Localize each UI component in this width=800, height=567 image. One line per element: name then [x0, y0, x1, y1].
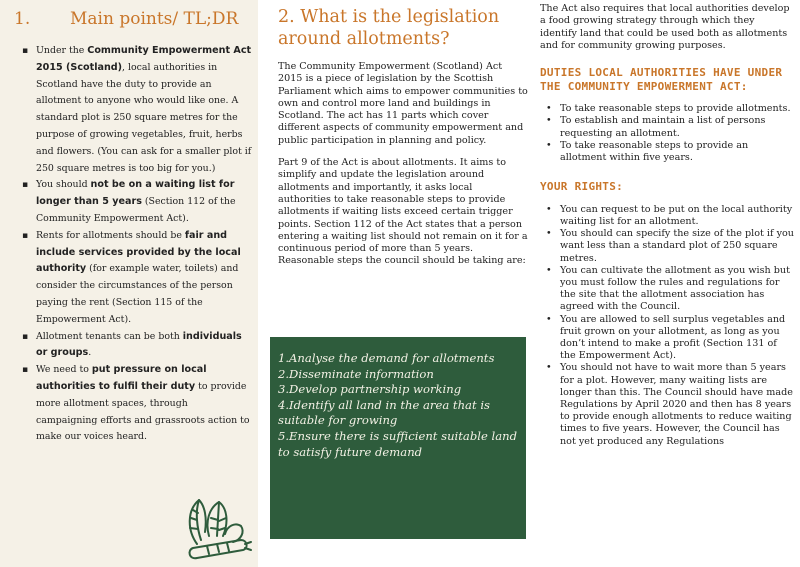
step-item: 5.Ensure there is sufficient suitable land to satisfy future demand [278, 428, 518, 459]
legislation-paragraph-1: The Community Empowerment (Scotland) Act 2015 is a piece of legislation by the Scottish Parliament which aims to empower communities to own and control more land and buildings in Scotland. The act has 11 parts which cover different aspects of community empowerment and public participation in planning and policy. [278, 61, 528, 146]
food-strategy-paragraph: The Act also requires that local authorities develop a food growing strategy through which they identify land that could be used both as allotments and for community growing purposes. [540, 3, 790, 51]
step-item: 4.Identify all land in the area that is suitable for growing [278, 397, 490, 428]
list-item: • To take reasonable steps to provide an allotment within five years. [546, 140, 794, 164]
legislation-column [268, 0, 530, 567]
list-item: ▪ You should not be on a waiting list for longer than 5 years (Section 112 of the Community Empowerment Act). [22, 177, 252, 227]
list-item: • You can cultivate the allotment as you wish but you must follow the rules and regulations for the site that the allotment association has agreed with the Council. [546, 265, 794, 314]
section1-heading [14, 9, 258, 29]
list-item: ▪ Rents for allotments should be fair and include services provided by the local authority (for example water, toilets) and consider the circumstances of the person paying the rent (Section 115 of the Empowerment Act). [22, 228, 252, 329]
duties-list [540, 103, 794, 164]
list-item: ▪ We need to put pressure on local authorities to fulfil their duty to provide more allotment spaces, through campaigning efforts and grassroots action to make our voices heard. [22, 362, 252, 446]
section1-number: 1. [14, 9, 31, 29]
step-item: 3.Develop partnership working [278, 382, 462, 397]
list-item: • To establish and maintain a list of persons requesting an allotment. [546, 115, 794, 139]
main-points-list [0, 43, 258, 446]
duties-heading: DUTIES LOCAL AUTHORITIES HAVE UNDER THE COMMUNITY EMPOWERMENT ACT: [540, 66, 783, 93]
legislation-paragraph-2: Part 9 of the Act is about allotments. It aims to simplify and update the legislation around allotments and importantly, it asks local authorities to take reasonable steps to provide allotments if waiting lists exceed certain trigger points. Section 112 of the Act states that a person entering a waiting list should not remain on it for a continuous period of more than 5 years. Reasonable steps the council should be taking are: [278, 157, 528, 267]
rights-heading: YOUR RIGHTS: [540, 180, 624, 194]
list-item: • You should can specify the size of the plot if you want less than a standard plot of 250 square metres. [546, 228, 794, 265]
list-item: • You can request to be put on the local authority waiting list for an allotment. [546, 204, 794, 228]
list-item: ▪ Under the Community Empowerment Act 2015 (Scotland), local authorities in Scotland have the duty to provide an allotment to anyone who would like one. A standard plot is 250 square metres for the purpose of growing vegetables, fruit, herbs and flowers. (You can ask for a smaller plot if 250 square metres is too big for you.) [22, 43, 252, 177]
list-item: • To take reasonable steps to provide allotments. [546, 103, 794, 115]
list-item: • You are allowed to sell surplus vegetables and fruit grown on your allotment, as long as you don’t intend to make a profit (Section 131 of the Empowerment Act). [546, 314, 794, 363]
step-item: 1.Analyse the demand for allotments [278, 351, 495, 365]
main-points-column [0, 0, 258, 567]
reasonable-steps-box [270, 337, 526, 539]
section2-title: 2. What is the legislation around allotments? [278, 7, 500, 49]
step-item: 2.Disseminate information [278, 366, 434, 381]
list-item: ▪ Allotment tenants can be both individuals or groups. [22, 329, 252, 363]
duties-rights-column [540, 0, 794, 567]
list-item: • You should not have to wait more than 5 years for a plot. However, many waiting lists are longer than this. The Council should have made Regulations by April 2020 and then has 8 years to provide enough allotments to reduce waiting times to five years. However, the Council has not yet produced any Regulations [546, 362, 794, 447]
vegetables-icon [183, 488, 253, 564]
rights-list [540, 204, 794, 448]
section1-title: Main points/ TL;DR [70, 9, 239, 29]
